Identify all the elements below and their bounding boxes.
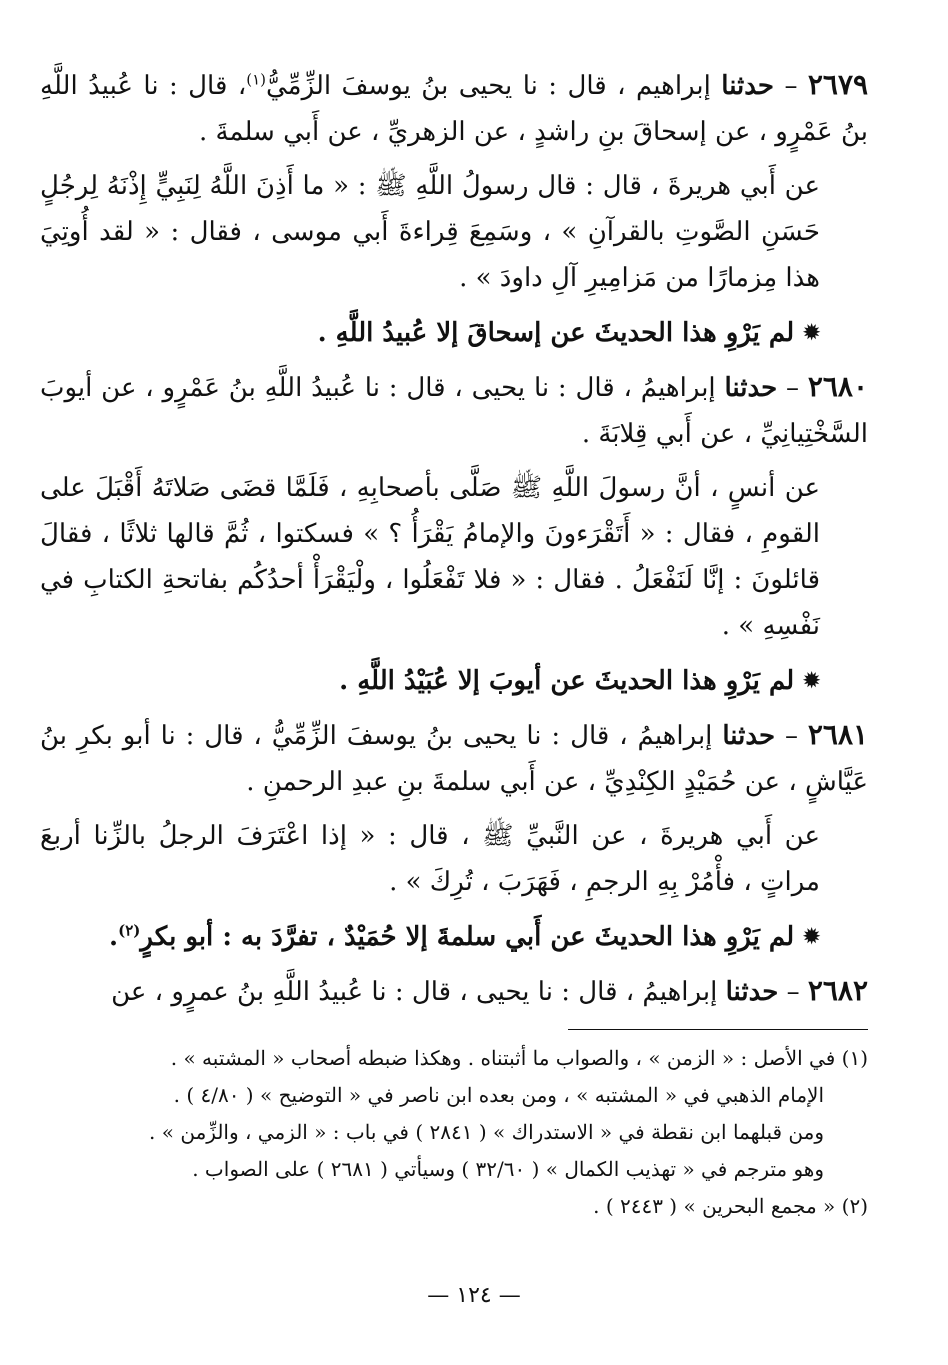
- hadith-2681-isnad: [40, 712, 868, 805]
- hadith-lead: حدثنا: [725, 977, 779, 1007]
- hadith-2680-matn: عن أنسٍ ، أنَّ رسولَ اللَّهِ ﷺ صَلَّى بأصحابِهِ ، فَلَمَّا قضَى صَلاتَهُ أَقْبَلَ على القومِ ، فقال : « أَتَقْرَءونَ والإمامُ يَقْرَأُ ؟ » فسكتوا ، ثُمَّ قالها ثلاثًا ، فقالَ قائلونَ : إنَّا لَنَفْعَلُ . فقال : « فلا تَفْعَلُوا ، ولْيَقْرَأْ أحدُكُم بفاتحةِ الكتابِ في نَفْسِهِ » .: [40, 473, 820, 641]
- isnad-text: إبراهيمُ ، قال : نا يحيى ، قال : نا عُبيدُ اللَّهِ بنُ عمرٍو ، عن: [111, 977, 726, 1007]
- dash: –: [777, 373, 808, 403]
- note-text: لم يَرْوِ هذا الحديثَ عن إسحاقَ إلا عُبيدُ اللَّهِ .: [317, 318, 795, 348]
- note-text: لم يَرْوِ هذا الحديثَ عن أَبي سلمةَ إلا حُمَيْدٌ ، تفرَّدَ به : أبو بكرٍ: [140, 922, 795, 952]
- hadith-2679-note: [40, 309, 868, 356]
- hadith-number: ٢٦٨٢: [807, 974, 868, 1007]
- hadith-2682-isnad: [40, 968, 868, 1015]
- separator-rule: [568, 1029, 868, 1030]
- isnad-text: إبراهيم ، قال : نا يحيى بنُ يوسفَ الزِّمِّيُّ: [266, 71, 722, 101]
- hadith-2681-matn: عن أَبي هريرةَ ، عن النَّبيِّ ﷺ ، قال : « إذا اعْتَرَفَ الرجلُ بالزِّنا أربعَ مراتٍ ، فأْمُرْ بِهِ الرجمِ ، فَهَرَبَ ، تُرِكَ » .: [40, 821, 820, 897]
- star-icon: ✹: [803, 668, 820, 692]
- hadith-lead: حدثنا: [722, 721, 776, 751]
- hadith-number: ٢٦٨٠: [807, 370, 868, 403]
- footnote-1-line: الإمام الذهبي في « المشتبه » ، ومن بعده ابن ناصر في « التوضيح » ( ٤/٨٠ ) .: [173, 1083, 824, 1107]
- hadith-number: ٢٦٨١: [807, 718, 869, 751]
- footnote-1-line: ومن قبلهما ابن نقطة في « الاستدراك » ( ٢٨٤١ ) في باب : « الزمي ، والزِّمن » .: [149, 1120, 824, 1144]
- star-icon: ✹: [803, 320, 820, 344]
- footnote-1-line: وهو مترجم في « تهذيب الكمال » ( ٣٢/٦٠ ) وسيأتي ( ٢٦٨١ ) على الصواب .: [192, 1157, 824, 1181]
- isnad-text: إبراهيمُ ، قال : نا يحيى ، قال : نا عُبيدُ اللَّهِ بنُ عَمْرٍو ، عن أيوبَ السَّخْتِيانِيِّ ، عن أَبي قِلابَةَ .: [40, 373, 868, 449]
- main-text: [40, 62, 868, 1015]
- dash: –: [778, 977, 808, 1007]
- star-icon: ✹: [803, 924, 820, 948]
- footnote-1-line: (١) في الأصل : « الزمن » ، والصواب ما أثبتناه . وهكذا ضبطه أصحاب « المشتبه » .: [170, 1046, 868, 1070]
- hadith-lead: حدثنا: [721, 71, 775, 101]
- footnote-ref: (٢): [118, 921, 141, 940]
- footnote-separator: [40, 1029, 868, 1030]
- hadith-2680-note: [40, 657, 868, 704]
- hadith-lead: حدثنا: [724, 373, 778, 403]
- footnote-ref: (١): [246, 70, 266, 89]
- hadith-number: ٢٦٧٩: [807, 68, 869, 101]
- footnotes: [40, 1040, 868, 1225]
- dash: –: [775, 721, 808, 751]
- hadith-2680-isnad: [40, 364, 868, 457]
- dash: –: [774, 71, 808, 101]
- hadith-2681-note: ✹ لم يَرْوِ هذا الحديثَ عن أَبي سلمةَ إلا حُمَيْدٌ ، تفرَّدَ به : أبو بكرٍ$^{(٢)}$.: [109, 921, 820, 952]
- hadith-2679-isnad: [40, 62, 868, 155]
- footnote-2-line: (٢) « مجمع البحرين » ( ٢٤٤٣ ) .: [593, 1194, 868, 1218]
- hadith-2679-matn: عن أَبي هريرةَ ، قال : قال رسولُ اللَّهِ ﷺ : « ما أَذِنَ اللَّهُ لِنَبِيٍّ إِذْنَهُ لِرجُلٍ حَسَنِ الصَّوتِ بالقرآنِ » ، وسَمِعَ قِراءةَ أَبي موسى ، فقال : « لقد أُوتِيَ هذا مِزمارًا من مَزامِيرِ آلِ داودَ » .: [40, 171, 820, 293]
- note-text: لم يَرْوِ هذا الحديثَ عن أيوبَ إلا عُبَيْدُ اللَّهِ .: [339, 666, 795, 696]
- page-number: — ١٢٤ —: [427, 1283, 521, 1308]
- isnad-text: إبراهيمُ ، قال : نا يحيى بنُ يوسفَ الزِّمِّيُّ ، قال : نا أبو بكرِ بنُ عَيَّاشٍ ، عن حُمَيْدٍ الكِنْدِيِّ ، عن أَبي سلمةَ بنِ عبدِ الرحمنِ .: [40, 721, 868, 797]
- isnad-text: ، قال : نا عُبيدُ اللَّهِ بنُ عَمْرٍو ، عن إسحاقَ بنِ راشدٍ ، عن الزهريِّ ، عن أَبي سلمةَ .: [40, 71, 868, 147]
